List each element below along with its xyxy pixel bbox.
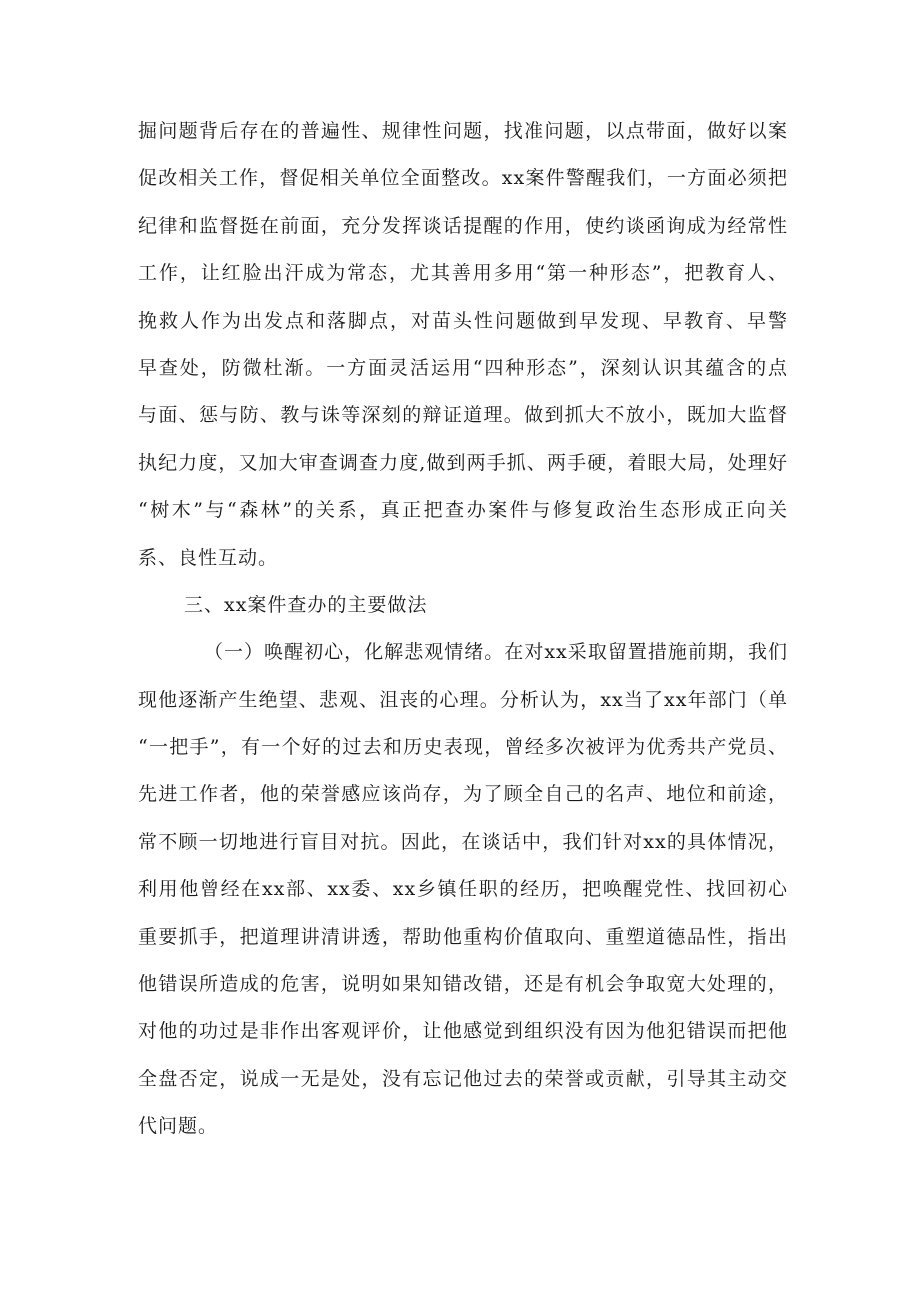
document-body	[138, 108, 788, 1151]
text-line: 与面、惩与防、教与诛等深刻的辩证道理。做到抓大不放小，既加大监督	[138, 404, 788, 427]
text-line: “一把手”，有一个好的过去和历史表现，曾经多次被评为优秀共产党员、	[138, 736, 788, 759]
text-line: 他错误所造成的危害，说明如果知错改错，还是有机会争取宽大处理的，	[138, 973, 788, 996]
text-line: 系、良性互动。	[138, 546, 279, 569]
text-line: 全盘否定，说成一无是处，没有忘记他过去的荣誉或贡献，引导其主动交	[138, 1067, 788, 1090]
text-line: 掘问题背后存在的普遍性、规律性问题，找准问题，以点带面，做好以案	[138, 120, 788, 142]
text-line: 早查处，防微杜渐。一方面灵活运用“四种形态”，深刻认识其蕴含的点	[138, 356, 788, 379]
text-line: 纪律和监督挺在前面，充分发挥谈话提醒的作用，使约谈函询成为经常性	[138, 214, 788, 237]
text-line: 先进工作者，他的荣誉感应该尚存，为了顾全自己的名声、地位和前途，	[138, 783, 788, 806]
text-line: 工作，让红脸出汗成为常态，尤其善用多用“第一种形态”，把教育人、	[138, 262, 788, 285]
text-line: 执纪力度，又加大审查调查力度,做到两手抓、两手硬，着眼大局，处理好	[138, 451, 788, 474]
text-line: 利用他曾经在xx部、xx委、xx乡镇任职的经历，把唤醒党性、找回初心	[138, 878, 788, 901]
section-heading: 三、xx案件查办的主要做法	[184, 593, 428, 616]
text-line: 对他的功过是非作出客观评价，让他感觉到组织没有因为他犯错误而把他	[138, 1020, 788, 1043]
text-line: 挽救人作为出发点和落脚点，对苗头性问题做到早发现、早教育、早警	[138, 309, 788, 332]
text-line: 促改相关工作，督促相关单位全面整改。xx案件警醒我们，一方面必须把	[138, 167, 788, 190]
text-line: “树木”与“森林”的关系，真正把查办案件与修复政治生态形成正向关	[138, 499, 788, 522]
text-line: 代问题。	[138, 1115, 219, 1138]
text-line: 常不顾一切地进行盲目对抗。因此，在谈话中，我们针对xx的具体情况，	[138, 830, 788, 853]
text-line: 重要抓手，把道理讲清讲透，帮助他重构价值取向、重塑道德品性，指出	[138, 925, 788, 948]
text-line: （一）唤醒初心，化解悲观情绪。在对xx采取留置措施前期，我们	[204, 641, 788, 664]
text-line: 现他逐渐产生绝望、悲观、沮丧的心理。分析认为，xx当了xx年部门（单	[138, 688, 788, 711]
